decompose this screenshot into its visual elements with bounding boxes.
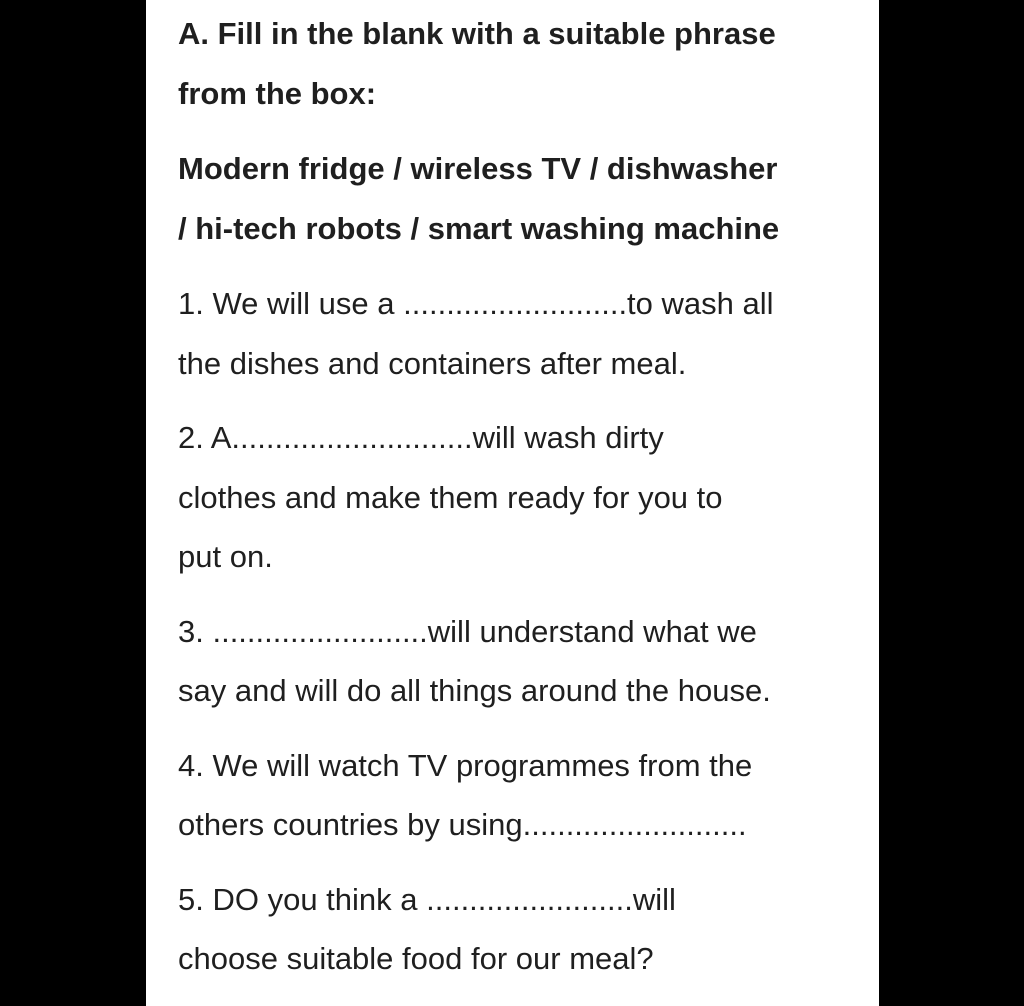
phrase-box <box>178 139 878 258</box>
question-3 <box>178 602 878 721</box>
phrase-box-line-2: / hi-tech robots / smart washing machine <box>178 210 780 246</box>
question-4-line-2: others countries by using.......................... <box>178 807 747 842</box>
question-4-line-1: 4. We will watch TV programmes from the <box>178 747 753 783</box>
question-3-line-2: say and will do all things around the house. <box>178 673 771 708</box>
question-2-line-3: put on. <box>178 539 273 574</box>
question-1 <box>178 274 878 393</box>
question-5 <box>178 870 878 989</box>
heading-line-2: from the box: <box>178 75 377 111</box>
exercise-content <box>178 4 878 989</box>
question-3-line-1: 3. .........................will understand what we <box>178 613 757 649</box>
question-5-line-1: 5. DO you think a ........................will <box>178 881 676 917</box>
document-page <box>146 0 879 1006</box>
question-5-line-2: choose suitable food for our meal? <box>178 941 654 976</box>
question-1-line-1: 1. We will use a ..........................to wash all <box>178 286 774 321</box>
question-1-line-2: the dishes and containers after meal. <box>178 345 687 381</box>
phrase-box-line-1: Modern fridge / wireless TV / dishwasher <box>178 151 778 186</box>
question-2 <box>178 408 878 587</box>
question-4 <box>178 736 878 855</box>
heading-line-1: A. Fill in the blank with a suitable phrase <box>178 16 776 51</box>
question-2-line-1: 2. A............................will wash dirty <box>178 420 664 455</box>
exercise-heading <box>178 4 878 123</box>
question-2-line-2: clothes and make them ready for you to <box>178 479 723 515</box>
